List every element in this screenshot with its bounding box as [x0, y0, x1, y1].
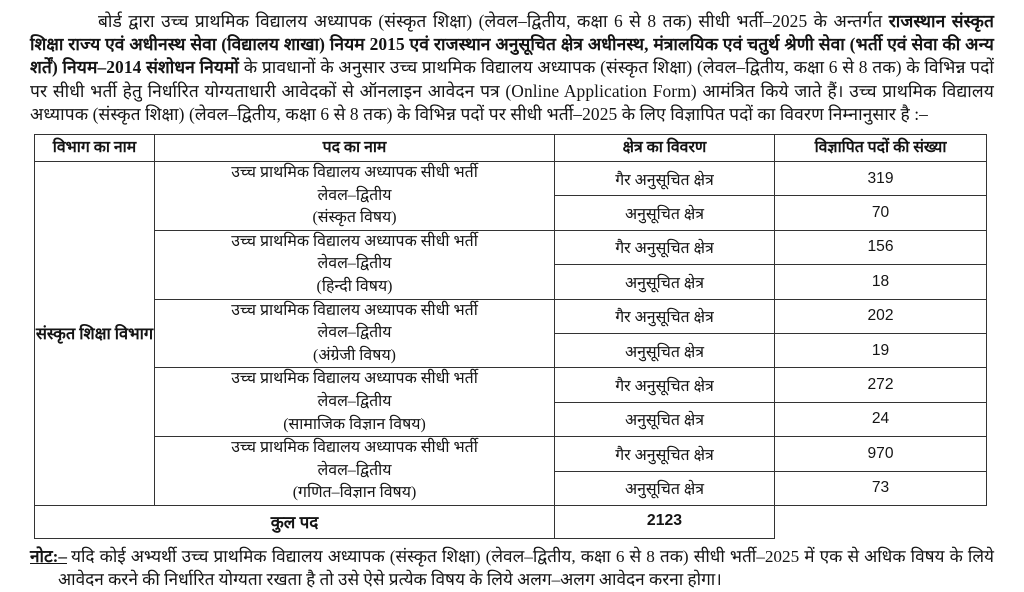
header-region: क्षेत्र का विवरण [555, 135, 775, 162]
header-count: विज्ञापित पदों की संख्या [775, 135, 987, 162]
post-name-cell [155, 162, 555, 231]
table-row [35, 230, 987, 264]
post-line-1: उच्च प्राथमिक विद्यालय अध्यापक सीधी भर्ती [231, 370, 478, 388]
count-cell-non-scheduled: 319 [775, 162, 987, 196]
count-cell-non-scheduled: 970 [775, 437, 987, 471]
post-line-3: (गणित–विज्ञान विषय) [292, 484, 417, 502]
intro-bold-segment: राजस्थान संस्कृत शिक्षा राज्य एवं अधीनस्थ सेवा (विद्यालय शाखा) नियम 2015 एवं राजस्थान अनुसूचित क्षेत्र अधीनस्थ, मंत्रालयिक एवं चतुर्थ श्रेणी सेवा (भर्ती एवं सेवा की अन्य शर्तें) नियम–2014 संशोधन नियमों [30, 11, 994, 78]
table-row [35, 437, 987, 471]
table-header-row [35, 135, 987, 162]
post-line-2: लेवल–द्वितीय [317, 324, 392, 342]
post-line-2: लेवल–द्वितीय [317, 461, 392, 479]
count-cell-scheduled: 70 [775, 196, 987, 230]
region-cell-non-scheduled: गैर अनुसूचित क्षेत्र [555, 299, 775, 333]
intro-paragraph [30, 10, 994, 126]
region-cell-non-scheduled: गैर अनुसूचित क्षेत्र [555, 368, 775, 402]
post-name-cell [155, 368, 555, 437]
count-cell-non-scheduled: 272 [775, 368, 987, 402]
post-line-3: (सामाजिक विज्ञान विषय) [283, 415, 426, 433]
count-cell-scheduled: 18 [775, 265, 987, 299]
table-row [35, 299, 987, 333]
count-cell-non-scheduled: 202 [775, 299, 987, 333]
post-line-2: लेवल–द्वितीय [317, 255, 392, 273]
count-cell-non-scheduled: 156 [775, 230, 987, 264]
region-cell-scheduled: अनुसूचित क्षेत्र [555, 471, 775, 505]
advertised-posts-table [34, 134, 987, 539]
region-cell-scheduled: अनुसूचित क्षेत्र [555, 333, 775, 367]
region-cell-non-scheduled: गैर अनुसूचित क्षेत्र [555, 230, 775, 264]
post-name-cell [155, 230, 555, 299]
post-line-3: (संस्कृत विषय) [312, 209, 397, 227]
post-name-cell [155, 299, 555, 368]
post-name-cell [155, 437, 555, 506]
region-cell-non-scheduled: गैर अनुसूचित क्षेत्र [555, 162, 775, 196]
total-count-cell: 2123 [555, 505, 775, 538]
table-row [35, 368, 987, 402]
note-paragraph [30, 545, 994, 592]
department-name-cell: संस्कृत शिक्षा विभाग [35, 162, 155, 506]
region-cell-scheduled: अनुसूचित क्षेत्र [555, 265, 775, 299]
header-department: विभाग का नाम [35, 135, 155, 162]
header-post: पद का नाम [155, 135, 555, 162]
intro-line-plain-1: बोर्ड द्वारा उच्च प्राथमिक विद्यालय अध्यापक (संस्कृत शिक्षा) (लेवल–द्वितीय, कक्षा 6 से 8 तक) सीधी भर्ती–2025 के अन्तर्गत [98, 11, 883, 31]
count-cell-scheduled: 24 [775, 402, 987, 436]
post-line-1: उच्च प्राथमिक विद्यालय अध्यापक सीधी भर्ती [231, 232, 478, 250]
post-line-1: उच्च प्राथमिक विद्यालय अध्यापक सीधी भर्ती [231, 301, 478, 319]
post-line-3: (हिन्दी विषय) [316, 277, 393, 295]
table-row [35, 162, 987, 196]
table-total-row [35, 505, 987, 538]
region-cell-scheduled: अनुसूचित क्षेत्र [555, 402, 775, 436]
region-cell-scheduled: अनुसूचित क्षेत्र [555, 196, 775, 230]
post-line-3: (अंग्रेजी विषय) [313, 346, 396, 364]
count-cell-scheduled: 73 [775, 471, 987, 505]
post-line-2: लेवल–द्वितीय [317, 186, 392, 204]
post-line-2: लेवल–द्वितीय [317, 392, 392, 410]
region-cell-non-scheduled: गैर अनुसूचित क्षेत्र [555, 437, 775, 471]
post-line-1: उच्च प्राथमिक विद्यालय अध्यापक सीधी भर्ती [231, 164, 478, 182]
note-text: यदि कोई अभ्यर्थी उच्च प्राथमिक विद्यालय अध्यापक (संस्कृत शिक्षा) (लेवल–द्वितीय, कक्षा 6 से 8 तक) सीधी भर्ती–2025 में एक से अधिक विषय के लिये आवेदन करने की निर्धारित योग्यता रखता है तो उसे ऐसे प्रत्येक विषय के लिये अलग–अलग आवेदन करना होगा। [58, 546, 994, 590]
post-line-1: उच्च प्राथमिक विद्यालय अध्यापक सीधी भर्ती [231, 439, 478, 457]
count-cell-scheduled: 19 [775, 333, 987, 367]
note-label: नोट:– [30, 546, 67, 566]
total-label-cell: कुल पद [35, 505, 555, 538]
note-wrapper [30, 545, 994, 592]
intro-line-plain-2: के प्रावधानों के अनुसार उच्च प्राथमिक विद्यालय अध्यापक (संस्कृत शिक्षा) (लेवल–द्वितीय, कक्षा 6 से 8 तक) के विभिन्न पदों पर सीधी भर्ती हेतु निर्धारित योग्यताधारी आवेदकों से ऑनलाइन आवेदन पत्र (Online Application Form) आमंत्रित किये जाते हैं। उच्च प्राथमिक विद्यालय अध्यापक (संस्कृत शिक्षा) (लेवल–द्वितीय, कक्षा 6 से 8 तक) के विभिन्न पदों पर सीधी भर्ती–2025 के लिए विज्ञापित पदों का विवरण निम्नानुसार है :– [30, 57, 994, 124]
